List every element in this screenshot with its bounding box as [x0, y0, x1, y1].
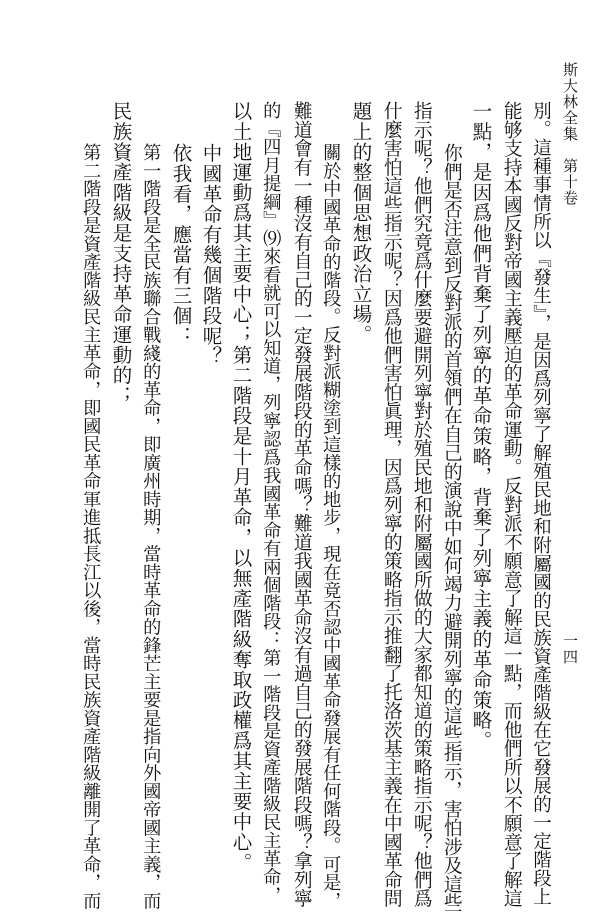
text-column: 第一階段是全民族聯合戰綫的革命，即廣州時期，當時革命的鋒芒主要是指向外國帝國主義，而: [140, 143, 162, 910]
text-column: 難道會有一種沒有自己的一定發展階段的革命嗎？難道我國革命沒有過自己的發展階段嗎？拿列寧: [290, 101, 312, 908]
text-column: 什麼害怕這些指示呢？因爲他們害怕眞理，因爲列寧的策略指示推翻了托洛茨基主義在中國革命問: [380, 101, 402, 908]
text-column: 題上的整個思想政治立場。: [349, 101, 373, 345]
text-column: 的『四月提綱』⑼來看就可以知道，列寧認爲我國革命有兩個階段：第一階段是資產階級民主革命，: [260, 101, 282, 904]
text-column: 第二階段是資產階級民主革命，即國民革命軍進抵長江以後，當時民族資產階級離開了革命，而: [80, 143, 102, 910]
text-column: 能够支持本國反對帝國主義壓迫的革命運動。反對派不願意了解這一點，而他們所以不願意了解這: [500, 101, 522, 908]
text-column: 依我看，應當有三個：: [169, 143, 193, 346]
text-column: 中國革命有幾個階段呢？: [199, 143, 223, 367]
text-column: 民族資產階級是支持革命運動的；: [109, 101, 133, 406]
text-column: 別。這種事情所以『發生』，是因爲列寧了解殖民地和附屬國的民族資產階級在它發展的一定階段上: [530, 101, 552, 906]
text-column: 一點，是因爲他們背棄了列寧的革命策略，背棄了列寧主義的革命策略。: [469, 101, 493, 751]
text-column: 以土地運動爲其主要中心；第二階段是十月革命，以無產階級奪取政權爲其主要中心。: [229, 101, 253, 873]
text-column: 關於中國革命的階段。反對派糊塗到這樣的地步，現在竟否認中國革命發展有任何階段。可是，: [320, 143, 342, 910]
text-column: 你們是否注意到反對派的首領們在自己的演說中如何竭力避開列寧的這些指示，害怕涉及這些: [440, 143, 462, 912]
text-column: 指示呢？他們究竟爲什麼要避開列寧對於殖民地和附屬國所做的大家都知道的策略指示呢？他們爲: [410, 101, 432, 908]
page-number: 一四: [561, 633, 579, 665]
running-title: 斯大林全集 第十卷: [561, 62, 579, 206]
